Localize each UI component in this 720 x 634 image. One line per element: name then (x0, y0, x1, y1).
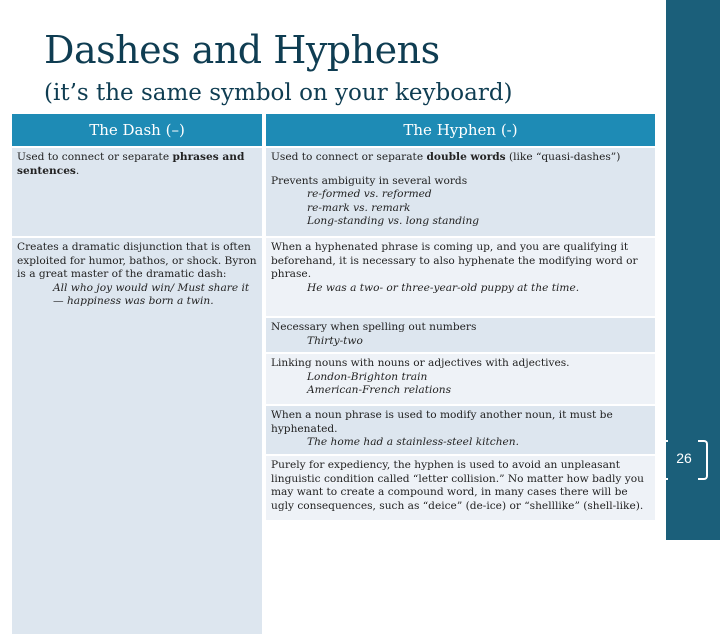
dash-row-2-text: Creates a dramatic disjunction that is often exploited for humor, bathos, or shock. Byron is a great master of the dramatic dash: (17, 241, 257, 280)
dash-row-2-quote: All who joy would win/ Must share it— happiness was born a twin. (53, 281, 250, 307)
hyphen-row-5-text: When a noun phrase is used to modify another noun, it must be hyphenated. (271, 409, 613, 435)
hyphen-row-1-bold: double words (426, 151, 506, 163)
hyphen-row-5 (266, 406, 655, 454)
hyphen-row-3-text: Necessary when spelling out numbers (271, 321, 477, 333)
hyphen-row-5-example: The home had a stainless-steel kitchen. (307, 436, 519, 448)
hyphen-row-1 (266, 148, 655, 236)
hyphen-row-1-example: re-formed vs. reformed (307, 188, 432, 200)
dash-row-1 (12, 148, 262, 236)
dash-row-1-bold: phrases and sentences (17, 151, 245, 177)
hyphen-row-3 (266, 318, 655, 352)
dash-header: The Dash (–) (12, 114, 262, 146)
hyphen-row-1-example: re-mark vs. remark (307, 201, 411, 214)
dash-row-2 (12, 238, 262, 634)
hyphen-row-1-pre: Used to connect or separate (271, 151, 427, 163)
right-bracket (698, 440, 708, 480)
page-number: 26 (676, 450, 692, 466)
dash-row-1-pre: Used to connect or separate (17, 151, 173, 163)
hyphen-row-2-example: He was a two- or three-year-old puppy at the time. (307, 281, 580, 294)
hyphen-row-6-text: Purely for expediency, the hyphen is used to avoid an unpleasant linguistic condition called “letter collision.” No matter how badly you may want to create a compound word, in many cases there will be ugly consequences, such as “deice” (de-ice) or “shelllike” (shell-like). (271, 459, 644, 512)
page-number-badge (650, 440, 716, 478)
hyphen-row-4-example: London-Brighton train (307, 370, 428, 383)
hyphen-row-4-text: Linking nouns with nouns or adjectives with adjectives. (271, 357, 570, 369)
hyphen-row-3-example: Thirty-two (307, 334, 363, 347)
dash-row-1-post: . (75, 164, 80, 177)
comparison-table (12, 114, 655, 520)
hyphen-row-1-example: Long-standing vs. long standing (307, 215, 480, 227)
hyphen-row-1-ambiguity: Prevents ambiguity in several words (271, 174, 468, 187)
hyphen-row-2-text: When a hyphenated phrase is coming up, and you are qualifying it beforehand, it is necessary to also hyphenate the modifying word or phrase. (271, 241, 638, 280)
hyphen-row-6 (266, 456, 655, 520)
slide-title: Dashes and Hyphens (44, 28, 440, 72)
slide-subtitle: (it’s the same symbol on your keyboard) (44, 80, 513, 106)
hyphen-row-4-example: American-French relations (307, 384, 452, 396)
hyphen-row-1-post: (like “quasi-dashes”) (505, 151, 621, 163)
left-bracket (658, 440, 668, 480)
hyphen-header: The Hyphen (-) (266, 114, 655, 146)
hyphen-row-2 (266, 238, 655, 316)
hyphen-row-4 (266, 354, 655, 404)
